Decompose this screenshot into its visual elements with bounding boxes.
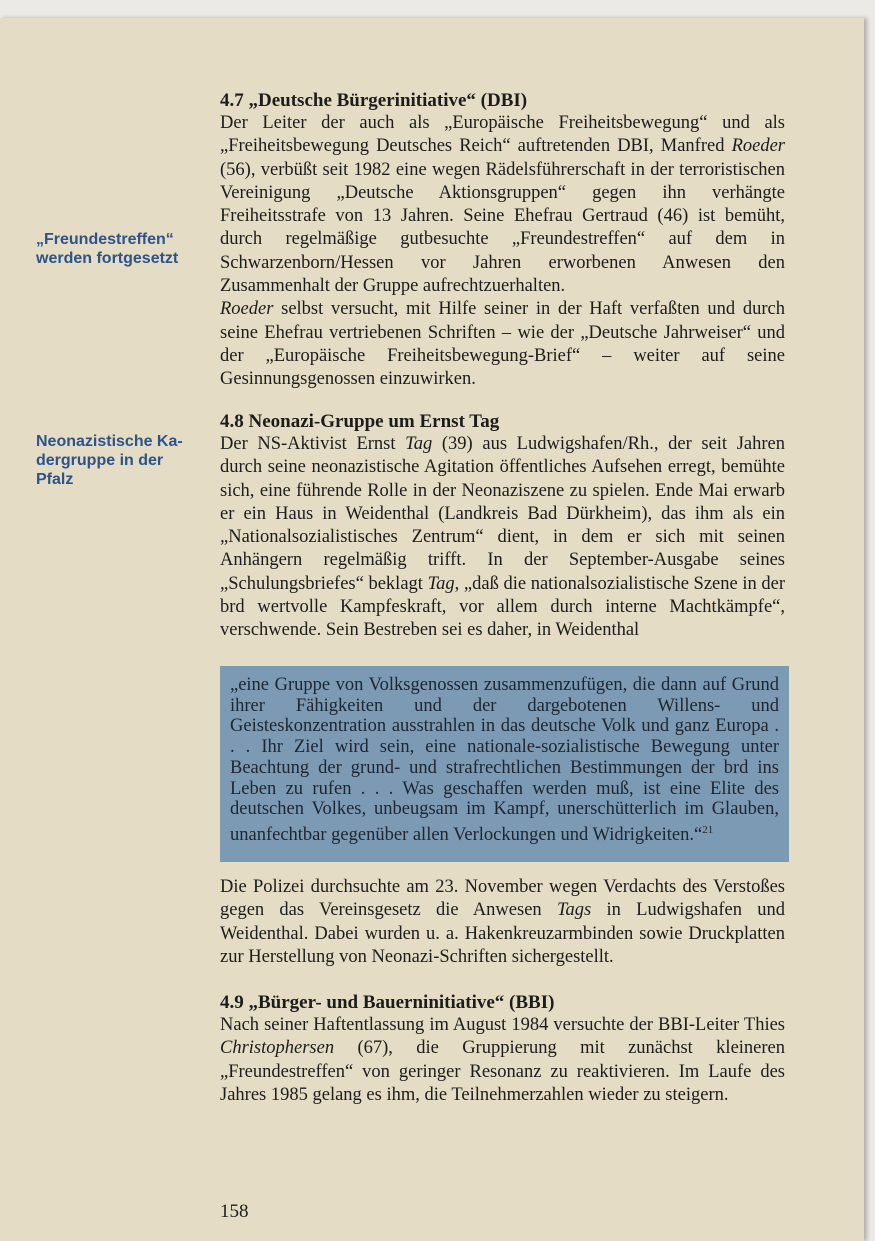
person-name: Christophersen xyxy=(220,1038,335,1059)
section-heading: 4.9 „Bürger- und Bauerninitiative“ (BBI) xyxy=(220,992,555,1013)
margin-note-kadergruppe xyxy=(36,432,183,489)
paragraph xyxy=(220,112,785,298)
margin-note-line: dergruppe in der xyxy=(36,452,164,469)
highlighted-quote xyxy=(220,666,789,862)
paragraph xyxy=(220,876,785,969)
margin-note-line: Pfalz xyxy=(36,471,74,488)
section-heading: 4.8 Neonazi-Gruppe um Ernst Tag xyxy=(220,411,500,432)
person-name: Tag xyxy=(427,573,455,594)
section-4-7 xyxy=(220,89,785,392)
person-name: Tag xyxy=(405,434,433,454)
paragraph xyxy=(220,433,785,643)
section-4-9 xyxy=(220,991,785,1107)
text: (67), die Gruppierung mit zunächst kleineren „Freundestreffen“ von geringer Resonanz zu reaktivieren. Im Laufe des Jahres 1985 gelang es ihm, die Teilnehmerzahlen wieder zu steigern. xyxy=(220,1038,785,1105)
person-name: Tags xyxy=(556,900,592,921)
margin-note-line: werden fortgesetzt xyxy=(36,250,179,267)
margin-note-freundestreffen xyxy=(36,230,178,268)
quote-text xyxy=(230,675,779,846)
text: „eine Gruppe von Volksgenossen zusammenzufügen, die dann auf Grund ihrer Fähigkeiten und der dargebotenen Willens- und Geisteskonzentration ausstrahlen in das deutsche Volk und ganz Europa . . . Ihr Ziel wird sein, eine nationale-sozialistische Bewegung unter Beachtung der grund- und strafrechtlichen Bestimmungen der brd ins Leben zu rufen . . . Was geschaffen werden muß, ist eine Elite des deutschen Volkes, unbeugsam im Kampf, unerschütterlich im Glauben, unanfechtbar gegenüber allen Verlockungen und Widrigkeiten.“ xyxy=(230,675,779,846)
person-name: Roeder xyxy=(220,299,274,320)
text: Die Polizei durchsuchte am 23. November wegen Verdachts des Verstoßes gegen das Vereinsgesetz die Anwesen xyxy=(220,877,785,921)
margin-note-line: „Freundestreffen“ xyxy=(36,231,174,248)
text: Der NS-Aktivist Ernst xyxy=(220,434,406,454)
text: selbst versucht, mit Hilfe seiner in der Haft verfaßten und durch seine Ehefrau vertriebenen Schriften – wie der „Deutsche Jahrweiser“ und der „Europäische Freiheitsbewegung-Brief“ – weiter auf seine Gesinnungsgenossen einzuwirken. xyxy=(220,299,785,390)
footnote-marker: 21 xyxy=(702,823,714,836)
section-4-8 xyxy=(220,410,785,643)
text: Nach seiner Haftentlassung im August 1984 versuchte der BBI-Leiter Thies xyxy=(220,1015,785,1035)
text: in Ludwigshafen und Weidenthal. Dabei wurden u. a. Hakenkreuzarmbinden sowie Druckplatten zur Herstellung von Neonazi-Schriften sichergestellt. xyxy=(220,900,785,967)
page-number: 158 xyxy=(220,1201,249,1222)
section-heading: 4.7 „Deutsche Bürgerinitiative“ (DBI) xyxy=(220,90,528,111)
margin-note-line: Neonazistische Ka- xyxy=(36,433,183,450)
text: (39) aus Ludwigshafen/Rh., der seit Jahren durch seine neonazistische Agitation öffentliches Aufsehen erregt, bemühte sich, eine führende Rolle in der Neonaziszene zu spielen. Ende Mai erwarb er ein Haus in Weidenthal (Landkreis Bad Dürkheim), das ihm als ein „Nationalsozialistisches Zentrum“ dient, in dem er sich mit seinen Anhängern regelmäßig trifft. In der September-Ausgabe seines „Schulungsbriefes“ beklagt xyxy=(220,434,786,594)
text: Der Leiter der auch als „Europäische Freiheitsbewegung“ und als „Freiheitsbewegung Deutsches Reich“ auftretenden DBI, Manfred xyxy=(220,113,785,157)
paragraph xyxy=(220,298,785,391)
person-name: Roeder xyxy=(731,136,785,157)
text: , „daß die nationalsozialistische Szene in der brd wertvolle Kampfeskraft, vor allem durch interne Machtkämpfe“, verschwende. Sein Bestreben sei es daher, in Weidenthal xyxy=(220,573,785,641)
text: (56), verbüßt seit 1982 eine wegen Rädelsführerschaft in der terroristischen Vereinigung „Deutsche Aktionsgruppen“ gegen ihn verhängte Freiheitsstrafe von 13 Jahren. Seine Ehefrau Gertraud (46) ist bemüht, durch regelmäßige gutbesuchte „Freundestreffen“ auf dem in Schwarzenborn/Hessen vor Jahren erworbenen Anwesen den Zusammenhalt der Gruppe aufrechtzuerhalten. xyxy=(220,159,785,297)
section-4-8-continued xyxy=(220,876,785,969)
paragraph xyxy=(220,1014,785,1107)
